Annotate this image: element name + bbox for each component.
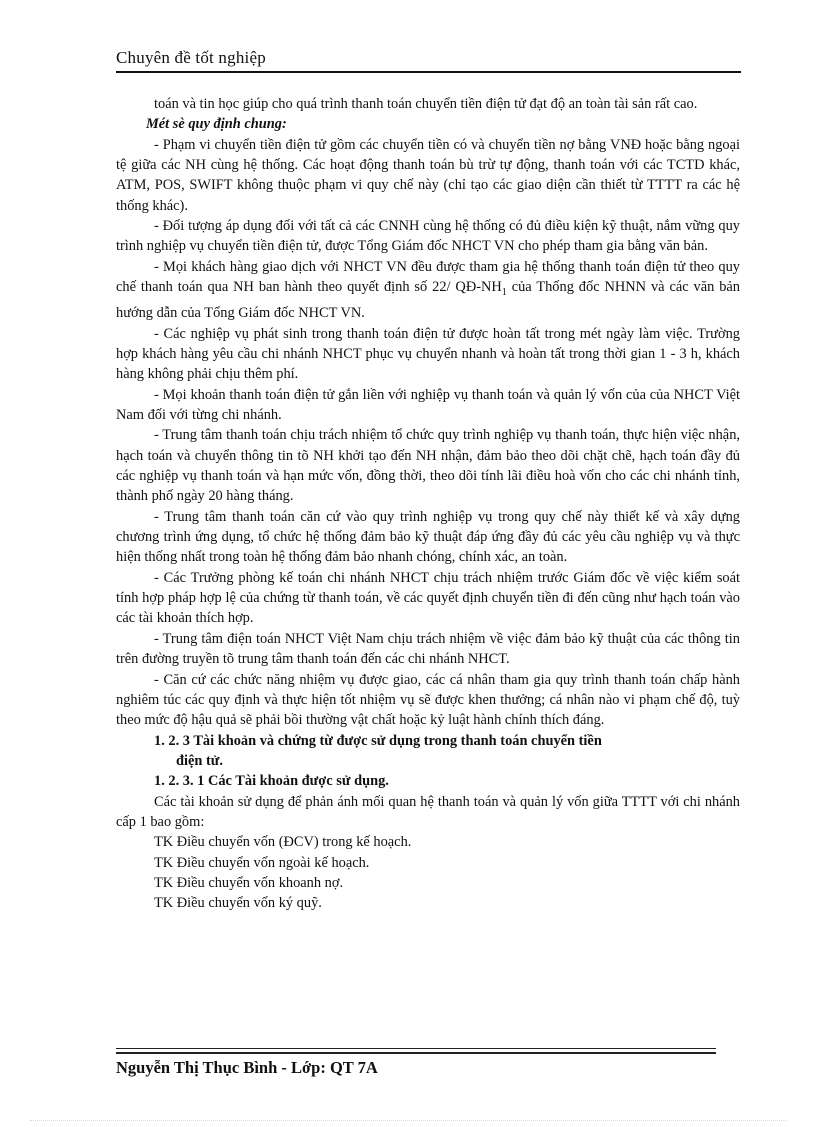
page-footer-author: Nguyễn Thị Thục Bình - Lớp: QT 7A: [116, 1058, 378, 1077]
subscript: 1: [501, 286, 507, 298]
paragraph: - Trung tâm thanh toán chịu trách nhiệm tổ chức quy trình nghiệp vụ thanh toán, thực hiện việc nhận, hạch toán và chuyển thông tin tõ NH khởi tạo đến NH nhận, đảm bảo theo dõi chặt chẽ, hạch toán đầy đủ các nghiệp vụ thanh toán và hạn mức vốn, đồng thời, theo dõi tính lãi điều hoà vốn cho các chi nhánh tỉnh, thành phố ngày 20 hàng tháng.: [116, 427, 740, 505]
footer-rule: [116, 1048, 716, 1049]
list-item: TK Điều chuyển vốn ký quỹ.: [154, 895, 322, 912]
list-item: TK Điều chuyển vốn ngoài kế hoạch.: [154, 854, 370, 871]
paragraph-text: của Thống đốc NHNN và các văn bản hướng dẫn của Tổng Giám đốc NHCT VN.: [116, 279, 740, 322]
paragraph: - Trung tâm thanh toán căn cứ vào quy trình nghiệp vụ trong quy chế này thiết kế và xây dựng chương trình ứng dụng, tổ chức hệ thống đảm bảo kỹ thuật đáp ứng đầy đủ các yêu cầu nghiệp vụ và thực hiện thống nhất trong toàn hệ thống đảm bảo nhanh chóng, chính xác, an toàn.: [116, 508, 740, 566]
paragraph: - Phạm vi chuyển tiền điện tử gồm các chuyển tiền có và chuyển tiền nợ bằng VNĐ hoặc bằng ngoại tệ giữa các NH cùng hệ thống. Các hoạt động thanh toán bù trừ tự động, thanh toán với các TCTD khác, ATM, POS, SWIFT không thuộc phạm vi quy chế này (chỉ tạo các giao diện cần thiết từ TTTT ra các hệ thống khác).: [116, 136, 740, 214]
section-heading-1-2-3-1: 1. 2. 3. 1 Các Tài khoản được sử dụng.: [154, 773, 389, 790]
footer-rule: [116, 1052, 716, 1054]
page-header-title: Chuyên đề tốt nghiệp: [116, 48, 266, 67]
header-rule: [116, 71, 741, 73]
paragraph: - Căn cứ các chức năng nhiệm vụ được giao, các cá nhân tham gia quy trình thanh toán chấp hành nghiêm túc các quy định và thực hiện tốt nhiệm vụ sẽ được khen thưởng; cá nhân nào vi phạm chế độ, tuỳ theo mức độ hậu quả sẽ phải bồi thường vật chất hoặc kỷ luật hành chính thích đáng.: [116, 671, 740, 729]
paragraph: Các tài khoản sử dụng để phản ánh mối quan hệ thanh toán và quản lý vốn giữa TTTT với chi nhánh cấp 1 bao gồm:: [116, 793, 740, 830]
paragraph: - Trung tâm điện toán NHCT Việt Nam chịu trách nhiệm về việc đảm bảo kỹ thuật của các thông tin trên đường truyền tõ trung tâm thanh toán đến các chi nhánh NHCT.: [116, 630, 740, 668]
section-heading-1-2-3: 1. 2. 3 Tài khoản và chứng từ được sử dụng trong thanh toán chuyển tiền: [154, 732, 602, 749]
paragraph-text: - Mọi khách hàng giao dịch với NHCT VN đều được tham gia hệ thống thanh toán điện tử theo quy chế thanh toán qua NH ban hành theo quyết định số 22/ QĐ-NH: [116, 258, 740, 296]
paragraph: [116, 257, 740, 324]
document-body: [116, 94, 740, 914]
list-item: TK Điều chuyển vốn (ĐCV) trong kế hoạch.: [154, 834, 412, 851]
paragraph: - Các nghiệp vụ phát sinh trong thanh toán điện tử được hoàn tất trong mét ngày làm việc. Trường hợp khách hàng yêu cầu chi nhánh NHCT phục vụ chuyển nhanh và hoàn tất trong thời gian 1 - 3 h, khách hàng không phải chịu thêm phí.: [116, 325, 740, 383]
paragraph: - Các Trưởng phòng kế toán chi nhánh NHCT chịu trách nhiệm trước Giám đốc về việc kiểm soát tính hợp pháp hợp lệ của chứng từ thanh toán, về các quyết định chuyển tiền đi đến cũng như hạch toán vào các tài khoản thích hợp.: [116, 569, 740, 627]
page-edge-dots: [30, 1120, 786, 1121]
paragraph: - Đối tượng áp dụng đối với tất cả các CNNH cùng hệ thống có đủ điều kiện kỹ thuật, nắm vững quy trình nghiệp vụ chuyển tiền điện tử, được Tổng Giám đốc NHCT VN cho phép tham gia bằng văn bản.: [116, 218, 740, 255]
list-item: TK Điều chuyển vốn khoanh nợ.: [154, 874, 344, 891]
paragraph: toán và tin học giúp cho quá trình thanh toán chuyển tiền điện tử đạt độ an toàn tài sản rất cao.: [154, 96, 698, 112]
paragraph: - Mọi khoản thanh toán điện tử gắn liền với nghiệp vụ thanh toán và quản lý vốn của của NHCT Việt Nam đối với từng chi nhánh.: [116, 386, 740, 424]
section-heading-general-rules: Mét sè quy định chung:: [146, 116, 287, 133]
section-heading-1-2-3-continued: điện tử.: [176, 752, 224, 769]
